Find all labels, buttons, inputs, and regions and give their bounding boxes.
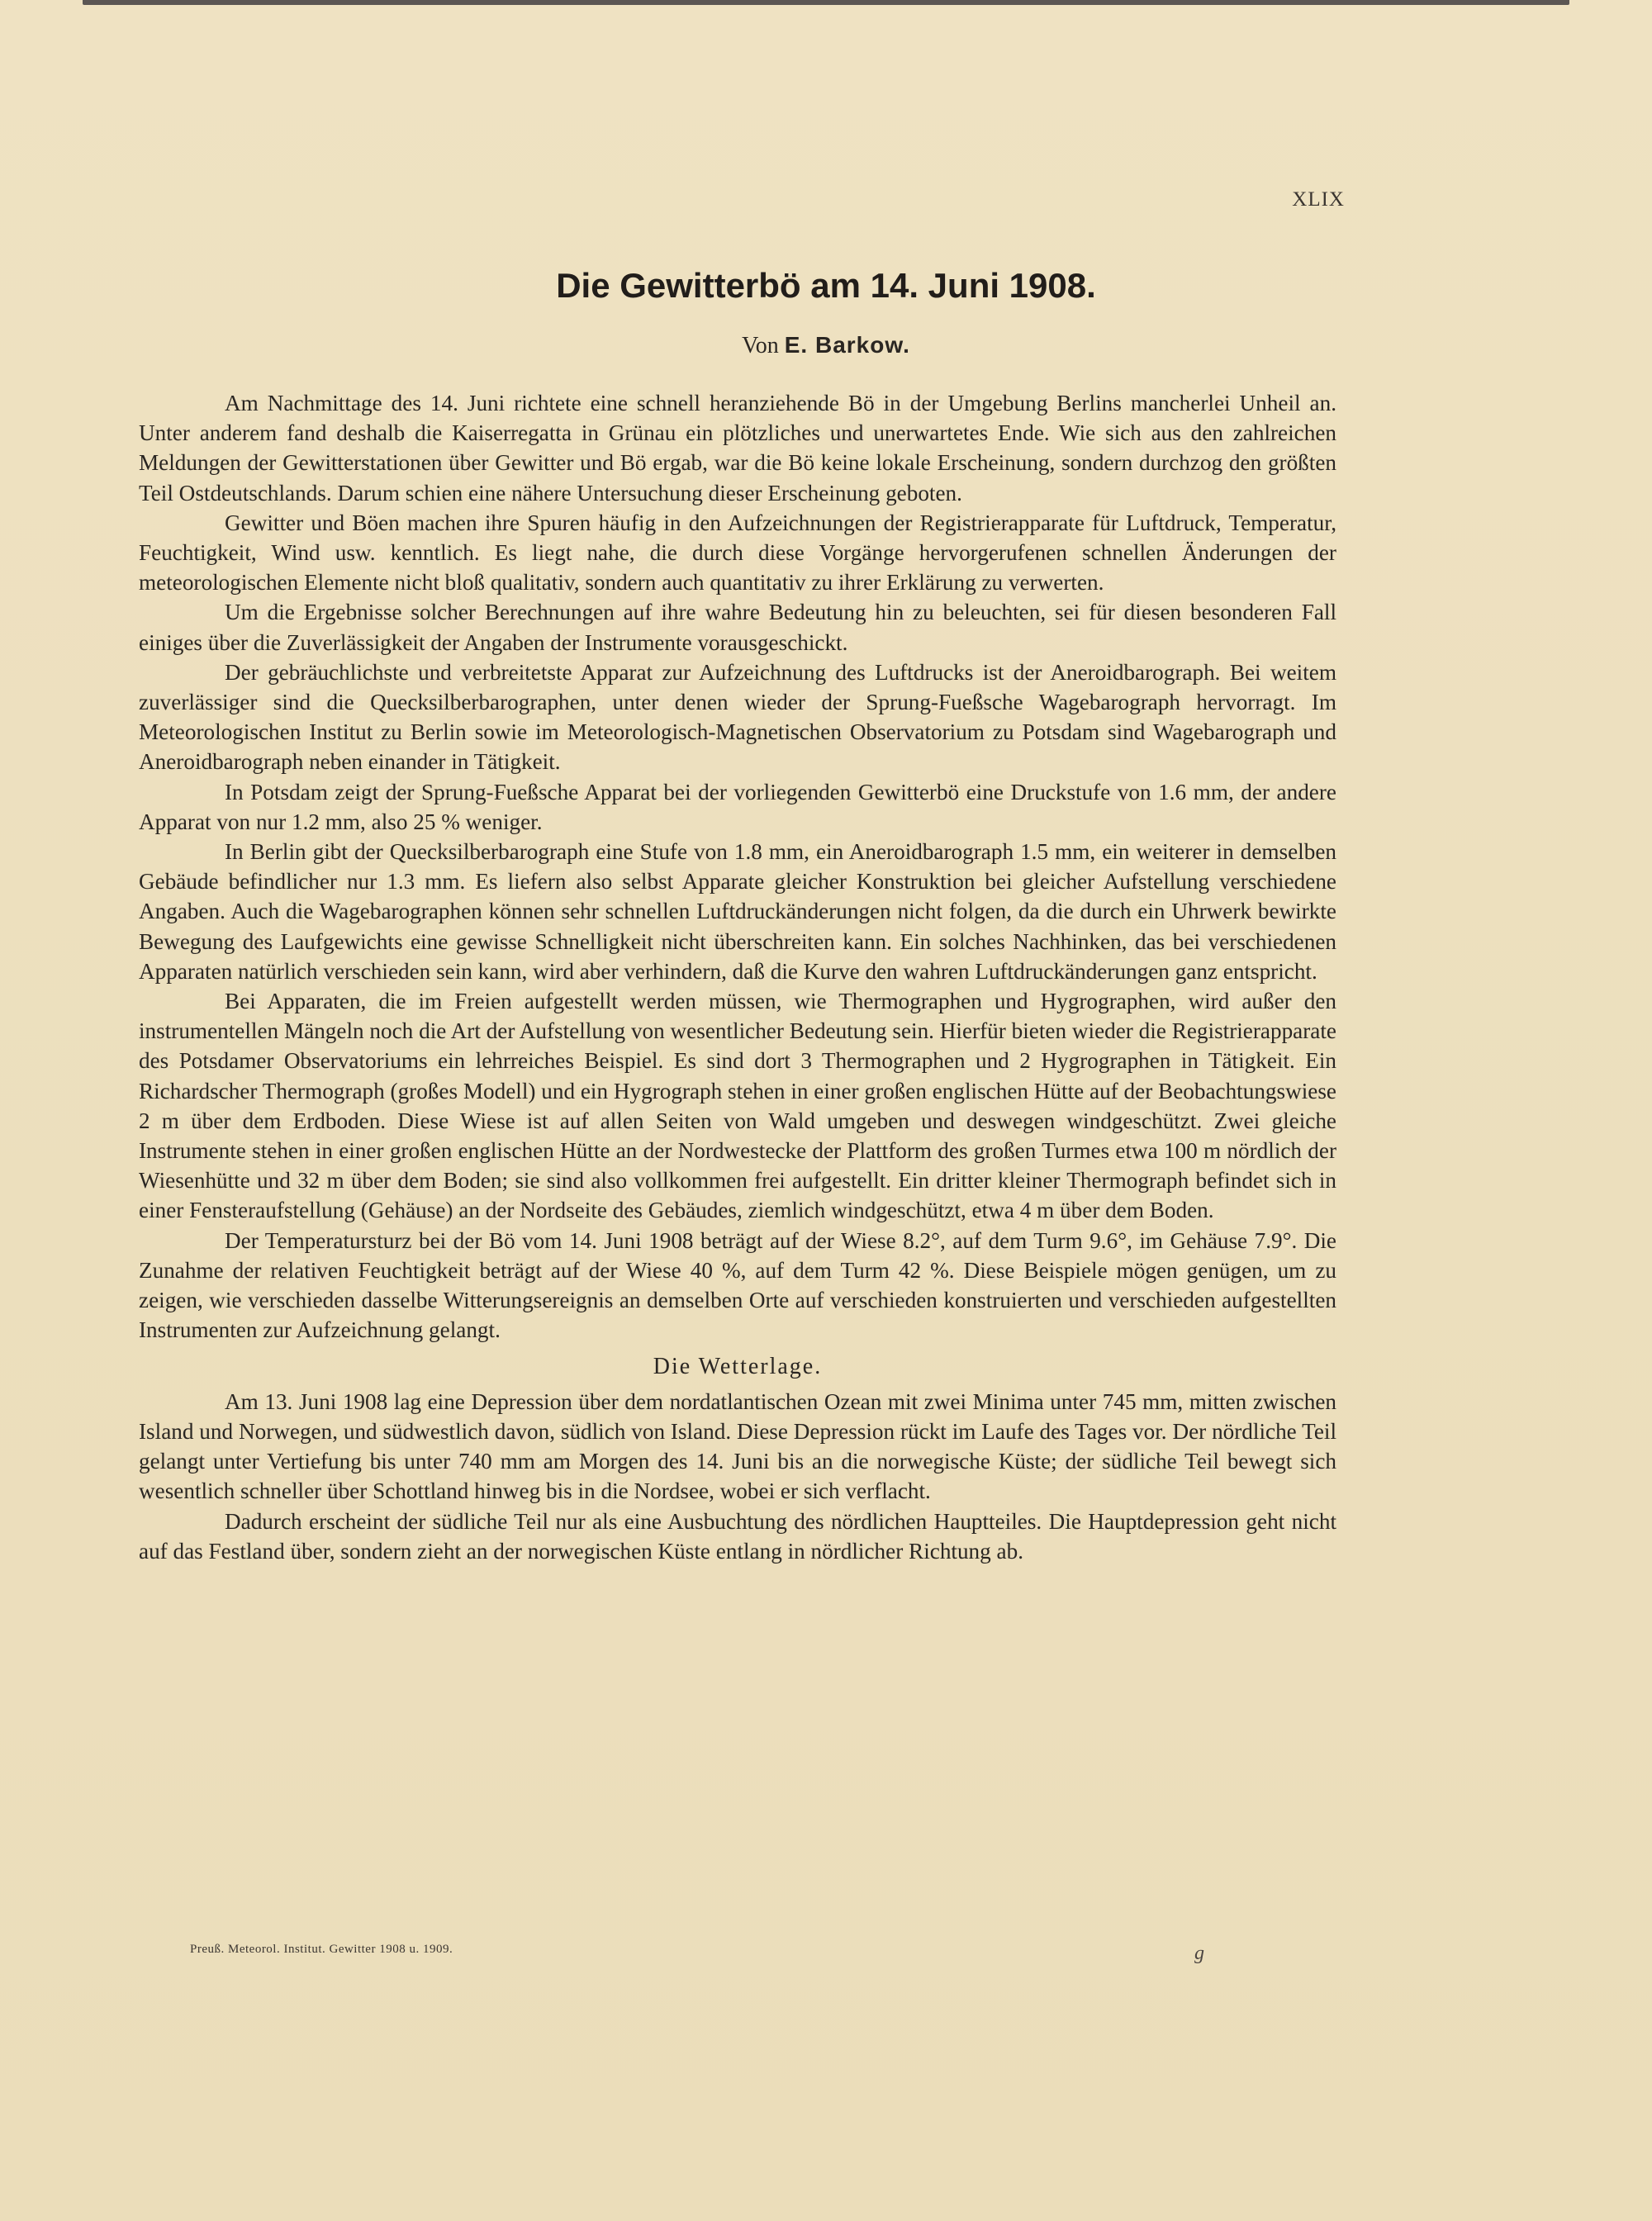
paragraph: In Potsdam zeigt der Sprung-Fueßsche Apparat bei der vorliegenden Gewitterbö eine Druckstufe von 1.6 mm, der andere Apparat von nur 1.2 mm, also 25 % weniger.	[139, 779, 1336, 834]
footer-note: Preuß. Meteorol. Institut. Gewitter 1908 u. 1909.	[190, 1943, 453, 1956]
paragraph: Am Nachmittage des 14. Juni richtete eine schnell heranziehende Bö in der Umgebung Berlins mancherlei Unheil an. Unter anderem fand deshalb die Kaiserregatta in Grünau ein plötzliches und unerwartetes Ende. Wie sich aus den zahlreichen Meldungen der Gewitterstationen über Gewitter und Bö ergab, war die Bö keine lokale Erscheinung, sondern durchzog den größten Teil Ostdeutschlands. Darum schien eine nähere Untersuchung dieser Erscheinung geboten.	[139, 391, 1336, 505]
byline-prefix: Von	[742, 333, 779, 358]
signature-mark: g	[1194, 1943, 1204, 1964]
section-heading: Die Wetterlage.	[653, 1353, 823, 1379]
paragraph: Der gebräuchlichste und verbreitetste Apparat zur Aufzeichnung des Luftdrucks ist der Aneroidbarograph. Bei weitem zuverlässiger sind die Quecksilberbarographen, unter denen wieder der Sprung-Fueßsche Wagebarograph hervorragt. Im Meteorologischen Institut zu Berlin sowie im Meteorologisch-Magnetischen Observatorium zu Potsdam sind Wagebarograph und Aneroidbarograph neben einander in Tätigkeit.	[139, 659, 1336, 775]
article-body	[139, 388, 1336, 1566]
top-edge-rule	[83, 0, 1569, 5]
article-title: Die Gewitterbö am 14. Juni 1908.	[556, 266, 1096, 305]
paragraph: Gewitter und Böen machen ihre Spuren häufig in den Aufzeichnungen der Registrierapparate für Luftdruck, Temperatur, Feuchtigkeit, Wind usw. kenntlich. Es liegt nahe, die durch diese Vorgänge hervorgerufenen schnellen Änderungen der meteorologischen Elemente nicht bloß qualitativ, sondern auch quantitativ zu ihrer Erklärung zu verwerten.	[139, 510, 1336, 596]
page-number: XLIX	[1292, 188, 1345, 211]
paragraph: Bei Apparaten, die im Freien aufgestellt werden müssen, wie Thermographen und Hygrographen, wird außer den instrumentellen Mängeln noch die Art der Aufstellung von wesentlicher Bedeutung sein. Hierfür bieten wieder die Registrierapparate des Potsdamer Observatoriums ein lehrreiches Beispiel. Es sind dort 3 Thermographen und 2 Hygrographen in Tätigkeit. Ein Richardscher Thermograph (großes Modell) und ein Hygrograph stehen in einer großen englischen Hütte auf der Beobachtungswiese 2 m über dem Erdboden. Diese Wiese ist auf allen Seiten von Wald umgeben und deswegen windgeschützt. Zwei gleiche Instrumente stehen in einer großen englischen Hütte an der Nordwestecke der Plattform des großen Turmes etwa 100 m nördlich der Wiesenhütte und 32 m über dem Boden; sie sind also vollkommen frei aufgestellt. Ein dritter kleiner Thermograph befindet sich in einer Fensteraufstellung (Gehäuse) an der Nordseite des Gebäudes, ziemlich windgeschützt, etwa 4 m über dem Boden.	[139, 989, 1336, 1223]
paragraph: Der Temperatursturz bei der Bö vom 14. Juni 1908 beträgt auf der Wiese 8.2°, auf dem Turm 9.6°, im Gehäuse 7.9°. Die Zunahme der relativen Feuchtigkeit beträgt auf der Wiese 40 %, auf dem Turm 42 %. Diese Beispiele mögen genügen, um zu zeigen, wie verschieden dasselbe Witterungsereignis an demselben Orte auf verschieden konstruierten und verschieden aufgestellten Instrumenten zur Aufzeichnung gelangt.	[139, 1227, 1336, 1343]
byline	[0, 332, 1652, 359]
paragraph: Um die Ergebnisse solcher Berechnungen auf ihre wahre Bedeutung hin zu beleuchten, sei für diesen besonderen Fall einiges über die Zuverlässigkeit der Angaben der Instrumente vorausgeschickt.	[139, 600, 1336, 655]
paragraph: In Berlin gibt der Quecksilberbarograph eine Stufe von 1.8 mm, ein Aneroidbarograph 1.5 mm, ein weiterer in demselben Gebäude befindlicher nur 1.3 mm. Es liefern also selbst Apparate gleicher Konstruktion bei gleicher Aufstellung verschiedene Angaben. Auch die Wagebarographen können sehr schnellen Luftdruckänderungen nicht folgen, da die durch ein Uhrwerk bewirkte Bewegung des Laufgewichts eine gewisse Schnelligkeit nicht überschreiten kann. Ein solches Nachhinken, das bei verschiedenen Apparaten natürlich verschieden sein kann, wird aber verhindern, daß die Kurve den wahren Luftdruckänderungen ganz entspricht.	[139, 839, 1336, 984]
paragraph: Am 13. Juni 1908 lag eine Depression über dem nordatlantischen Ozean mit zwei Minima unter 745 mm, mitten zwischen Island und Norwegen, und südwestlich davon, südlich von Island. Diese Depression rückt im Laufe des Tages vor. Der nördliche Teil gelangt unter Vertiefung bis unter 740 mm am Morgen des 14. Juni bis an die norwegische Küste; der südliche Teil bewegt sich wesentlich schneller über Schottland hinweg bis in die Nordsee, wobei er sich verflacht.	[139, 1388, 1336, 1504]
paragraph: Dadurch erscheint der südliche Teil nur als eine Ausbuchtung des nördlichen Hauptteiles. Die Hauptdepression geht nicht auf das Festland über, sondern zieht an der norwegischen Küste entlang in nördlicher Richtung ab.	[139, 1508, 1336, 1564]
author-name: E. Barkow.	[784, 332, 910, 358]
